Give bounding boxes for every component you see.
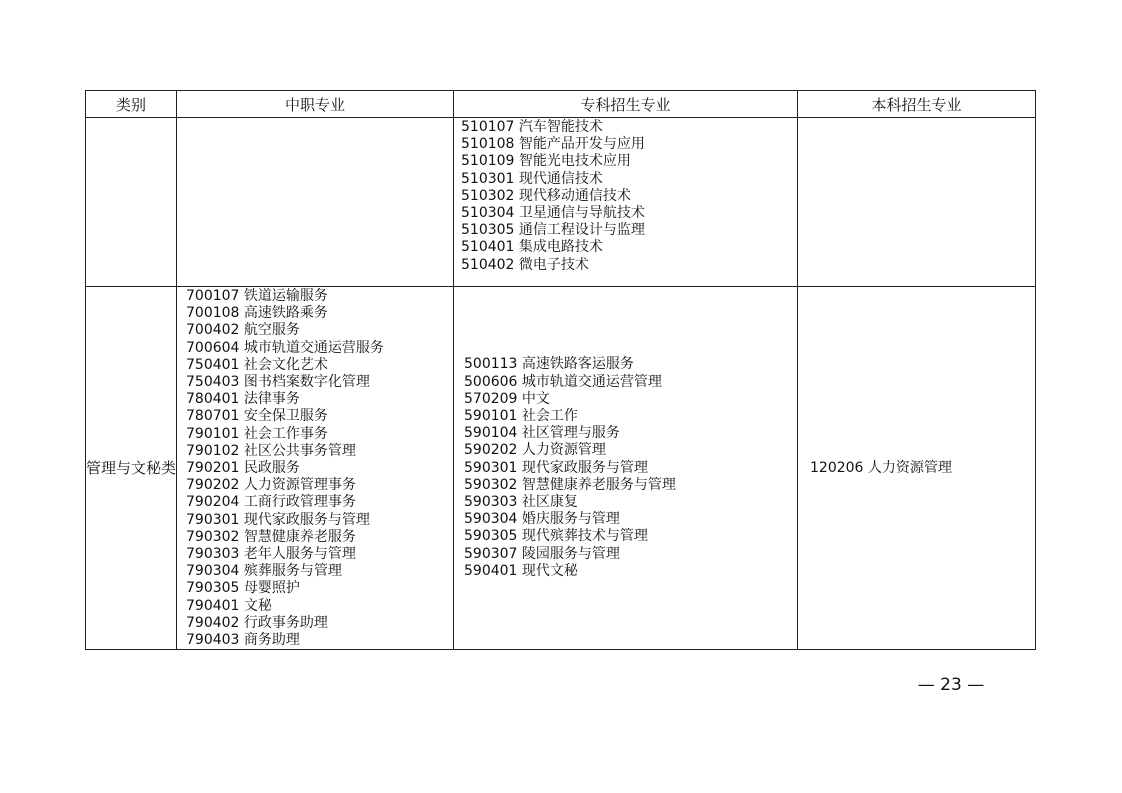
list-item: 750403 图书档案数字化管理	[186, 374, 370, 391]
header-category: 类别	[86, 91, 177, 118]
list-item: 790302 智慧健康养老服务	[186, 528, 356, 545]
list-item: 510402 微电子技术	[461, 256, 589, 273]
list-item: 590303 社区康复	[464, 493, 578, 510]
list-item: 700108 高速铁路乘务	[186, 305, 328, 322]
category-cell	[86, 118, 177, 287]
list-item: 510302 现代移动通信技术	[461, 187, 631, 204]
list-item: 750401 社会文化艺术	[186, 356, 328, 373]
list-item: 590302 智慧健康养老服务与管理	[464, 476, 676, 493]
list-item: 700604 城市轨道交通运营服务	[186, 339, 384, 356]
list-item: 790305 母婴照护	[186, 580, 300, 597]
major-table	[85, 90, 1036, 650]
header-bachelor-major: 本科招生专业	[798, 91, 1036, 118]
list-item: 790403 商务助理	[186, 632, 300, 649]
list-item: 700402 航空服务	[186, 322, 300, 339]
list-item: 590104 社区管理与服务	[464, 425, 620, 442]
list-item: 500113 高速铁路客运服务	[464, 356, 634, 373]
list-item: 510108 智能产品开发与应用	[461, 136, 645, 153]
list-item: 790402 行政事务助理	[186, 614, 328, 631]
list-item: 500606 城市轨道交通运营管理	[464, 373, 662, 390]
list-item: 510109 智能光电技术应用	[461, 153, 631, 170]
secondary-majors-list	[177, 287, 453, 649]
bachelor-majors-cell	[798, 118, 1036, 287]
list-item: 120206 人力资源管理	[810, 459, 952, 476]
associate-majors-cell	[454, 118, 798, 287]
list-item: 510107 汽车智能技术	[461, 119, 603, 135]
list-item: 790304 殡葬服务与管理	[186, 563, 342, 580]
list-item: 790303 老年人服务与管理	[186, 546, 356, 563]
list-item: 590202 人力资源管理	[464, 442, 606, 459]
associate-majors-list	[454, 356, 797, 580]
table-row	[86, 287, 1036, 650]
list-item: 790201 民政服务	[186, 460, 300, 477]
table-header-row	[86, 91, 1036, 118]
associate-majors-cell	[454, 287, 798, 650]
table-row	[86, 118, 1036, 287]
list-item: 790102 社区公共事务管理	[186, 442, 356, 459]
list-item: 510401 集成电路技术	[461, 239, 603, 256]
secondary-majors-cell	[177, 118, 454, 287]
list-item: 590101 社会工作	[464, 407, 578, 424]
list-item: 790204 工商行政管理事务	[186, 494, 356, 511]
page-number: — 23 —	[917, 675, 985, 695]
list-item: 780701 安全保卫服务	[186, 408, 328, 425]
bachelor-majors-list	[798, 460, 1035, 477]
list-item: 790301 现代家政服务与管理	[186, 511, 370, 528]
bachelor-majors-cell	[798, 287, 1036, 650]
list-item: 590307 陵园服务与管理	[464, 545, 620, 562]
list-item: 780401 法律事务	[186, 391, 300, 408]
category-cell: 管理与文秘类	[86, 287, 177, 650]
list-item: 510304 卫星通信与导航技术	[461, 205, 645, 222]
list-item: 790202 人力资源管理事务	[186, 477, 356, 494]
list-item: 790401 文秘	[186, 597, 272, 614]
list-item: 590401 现代文秘	[464, 562, 578, 579]
list-item: 510301 现代通信技术	[461, 170, 603, 187]
list-item: 510305 通信工程设计与监理	[461, 222, 645, 239]
header-associate-major: 专科招生专业	[454, 91, 798, 118]
header-secondary-major: 中职专业	[177, 91, 454, 118]
list-item: 590305 现代殡葬技术与管理	[464, 528, 648, 545]
list-item: 570209 中文	[464, 390, 550, 407]
list-item: 790101 社会工作事务	[186, 425, 328, 442]
secondary-majors-cell	[177, 287, 454, 650]
list-item: 700107 铁道运输服务	[186, 288, 328, 304]
associate-majors-list	[454, 118, 797, 274]
list-item: 590301 现代家政服务与管理	[464, 459, 648, 476]
list-item: 590304 婚庆服务与管理	[464, 511, 620, 528]
